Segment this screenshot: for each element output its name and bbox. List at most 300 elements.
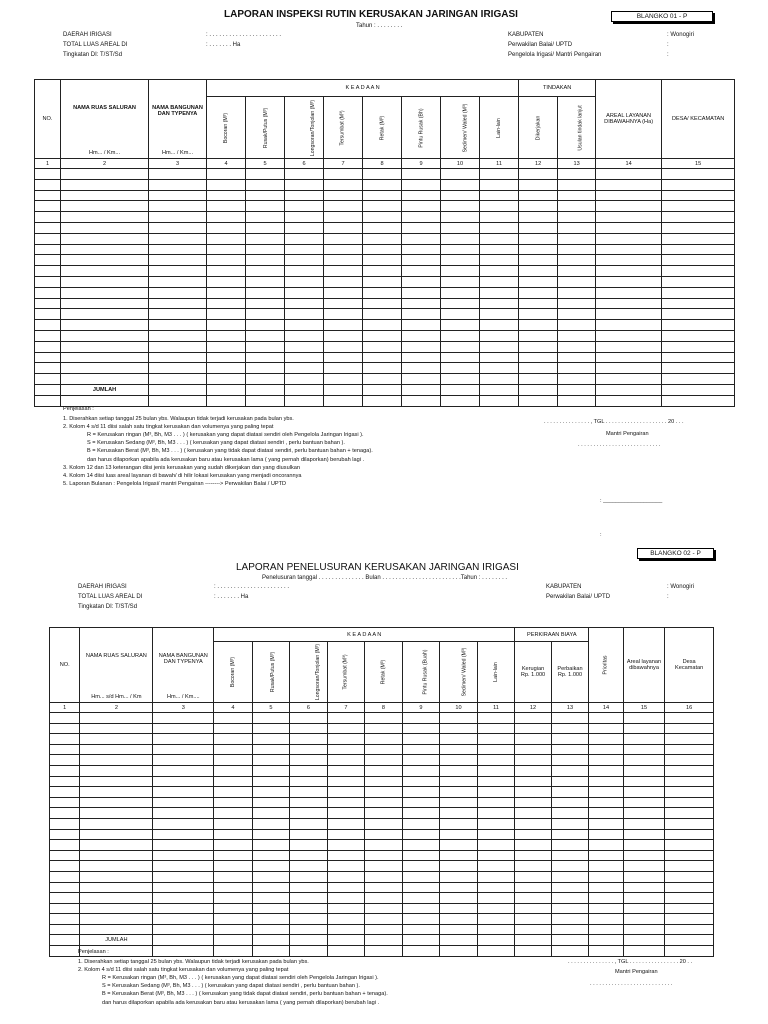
table-cell[interactable] bbox=[665, 914, 714, 925]
table-cell[interactable] bbox=[589, 787, 623, 798]
table-cell[interactable] bbox=[365, 850, 403, 861]
table-cell[interactable] bbox=[402, 276, 441, 287]
table-cell[interactable] bbox=[80, 765, 153, 776]
table-cell[interactable] bbox=[153, 765, 214, 776]
table-cell[interactable] bbox=[324, 363, 363, 374]
table-cell[interactable] bbox=[324, 244, 363, 255]
table-cell[interactable] bbox=[589, 797, 623, 808]
table-cell[interactable] bbox=[327, 734, 365, 745]
table-cell[interactable] bbox=[596, 384, 662, 395]
table-cell[interactable] bbox=[35, 201, 61, 212]
table-cell[interactable] bbox=[285, 363, 324, 374]
table-cell[interactable] bbox=[515, 723, 551, 734]
table-cell[interactable] bbox=[50, 797, 80, 808]
table-cell[interactable] bbox=[214, 713, 253, 724]
table-cell[interactable] bbox=[207, 298, 246, 309]
table-cell[interactable] bbox=[35, 384, 61, 395]
table-cell[interactable] bbox=[252, 808, 290, 819]
table-cell[interactable] bbox=[285, 352, 324, 363]
table-cell[interactable] bbox=[365, 734, 403, 745]
table-cell[interactable] bbox=[477, 713, 515, 724]
table-cell[interactable] bbox=[440, 734, 478, 745]
table-cell[interactable] bbox=[324, 233, 363, 244]
table-cell[interactable] bbox=[246, 233, 285, 244]
table-cell[interactable] bbox=[402, 808, 440, 819]
table-cell[interactable] bbox=[50, 893, 80, 904]
table-cell[interactable] bbox=[363, 201, 402, 212]
table-cell[interactable] bbox=[327, 797, 365, 808]
table-cell[interactable] bbox=[61, 363, 149, 374]
table-cell[interactable] bbox=[285, 341, 324, 352]
table-cell[interactable] bbox=[80, 882, 153, 893]
table-cell[interactable] bbox=[327, 765, 365, 776]
table-cell[interactable] bbox=[477, 734, 515, 745]
table-cell[interactable] bbox=[327, 713, 365, 724]
table-cell[interactable] bbox=[365, 787, 403, 798]
table-cell[interactable] bbox=[153, 924, 214, 935]
table-cell[interactable] bbox=[589, 776, 623, 787]
table-cell[interactable] bbox=[149, 384, 207, 395]
table-cell[interactable] bbox=[558, 363, 596, 374]
table-cell[interactable] bbox=[252, 818, 290, 829]
table-cell[interactable] bbox=[252, 776, 290, 787]
table-cell[interactable] bbox=[519, 309, 558, 320]
table-cell[interactable] bbox=[80, 787, 153, 798]
table-cell[interactable] bbox=[515, 882, 551, 893]
table-cell[interactable] bbox=[662, 201, 735, 212]
table-cell[interactable] bbox=[246, 320, 285, 331]
table-cell[interactable] bbox=[480, 179, 519, 190]
table-cell[interactable] bbox=[402, 384, 441, 395]
table-cell[interactable] bbox=[440, 755, 478, 766]
table-cell[interactable] bbox=[252, 797, 290, 808]
table-cell[interactable] bbox=[519, 244, 558, 255]
table-cell[interactable] bbox=[327, 882, 365, 893]
table-cell[interactable] bbox=[246, 384, 285, 395]
table-cell[interactable] bbox=[596, 276, 662, 287]
table-cell[interactable] bbox=[290, 808, 328, 819]
table-cell[interactable] bbox=[149, 287, 207, 298]
table-cell[interactable] bbox=[402, 935, 440, 946]
table-cell[interactable] bbox=[589, 882, 623, 893]
table-cell[interactable] bbox=[327, 871, 365, 882]
table-cell[interactable] bbox=[214, 797, 253, 808]
table-cell[interactable] bbox=[665, 840, 714, 851]
table-cell[interactable] bbox=[246, 266, 285, 277]
table-cell[interactable] bbox=[252, 935, 290, 946]
table-cell[interactable] bbox=[365, 818, 403, 829]
table-cell[interactable] bbox=[402, 374, 441, 385]
table-cell[interactable] bbox=[214, 924, 253, 935]
table-cell[interactable] bbox=[214, 882, 253, 893]
table-cell[interactable] bbox=[440, 903, 478, 914]
table-cell[interactable] bbox=[589, 808, 623, 819]
table-cell[interactable] bbox=[596, 222, 662, 233]
table-cell[interactable] bbox=[662, 363, 735, 374]
table-cell[interactable] bbox=[50, 914, 80, 925]
table-cell[interactable] bbox=[153, 755, 214, 766]
table-cell[interactable] bbox=[365, 882, 403, 893]
table-cell[interactable] bbox=[477, 914, 515, 925]
table-cell[interactable] bbox=[477, 903, 515, 914]
table-cell[interactable] bbox=[363, 320, 402, 331]
table-cell[interactable] bbox=[402, 734, 440, 745]
table-cell[interactable] bbox=[589, 723, 623, 734]
table-cell[interactable] bbox=[285, 212, 324, 223]
table-cell[interactable] bbox=[665, 871, 714, 882]
table-cell[interactable] bbox=[252, 755, 290, 766]
table-cell[interactable] bbox=[519, 352, 558, 363]
table-cell[interactable] bbox=[440, 893, 478, 904]
table-cell[interactable] bbox=[363, 363, 402, 374]
table-cell[interactable] bbox=[480, 320, 519, 331]
table-cell[interactable] bbox=[207, 190, 246, 201]
table-cell[interactable] bbox=[35, 298, 61, 309]
table-cell[interactable] bbox=[551, 713, 589, 724]
table-cell[interactable] bbox=[363, 330, 402, 341]
table-cell[interactable] bbox=[252, 734, 290, 745]
table-cell[interactable] bbox=[596, 244, 662, 255]
table-cell[interactable] bbox=[596, 330, 662, 341]
table-cell[interactable] bbox=[551, 914, 589, 925]
table-cell[interactable] bbox=[440, 861, 478, 872]
table-cell[interactable] bbox=[365, 935, 403, 946]
table-cell[interactable] bbox=[665, 713, 714, 724]
table-cell[interactable] bbox=[440, 914, 478, 925]
table-cell[interactable] bbox=[50, 850, 80, 861]
table-cell[interactable] bbox=[440, 850, 478, 861]
table-cell[interactable] bbox=[207, 309, 246, 320]
table-cell[interactable] bbox=[363, 222, 402, 233]
table-cell[interactable] bbox=[596, 169, 662, 180]
table-cell[interactable] bbox=[153, 808, 214, 819]
table-cell[interactable] bbox=[365, 723, 403, 734]
table-cell[interactable] bbox=[589, 903, 623, 914]
table-cell[interactable] bbox=[665, 818, 714, 829]
table-cell[interactable] bbox=[665, 755, 714, 766]
table-cell[interactable] bbox=[324, 190, 363, 201]
table-cell[interactable] bbox=[80, 914, 153, 925]
table-cell[interactable] bbox=[252, 924, 290, 935]
table-cell[interactable] bbox=[662, 298, 735, 309]
table-cell[interactable] bbox=[662, 352, 735, 363]
table-cell[interactable] bbox=[50, 882, 80, 893]
table-cell[interactable] bbox=[402, 713, 440, 724]
table-cell[interactable] bbox=[365, 903, 403, 914]
table-cell[interactable] bbox=[480, 341, 519, 352]
table-cell[interactable] bbox=[35, 266, 61, 277]
table-cell[interactable] bbox=[665, 893, 714, 904]
table-cell[interactable] bbox=[80, 808, 153, 819]
table-cell[interactable] bbox=[252, 861, 290, 872]
table-cell[interactable] bbox=[50, 924, 80, 935]
table-cell[interactable] bbox=[214, 893, 253, 904]
table-cell[interactable] bbox=[589, 924, 623, 935]
table-cell[interactable] bbox=[35, 179, 61, 190]
table-cell[interactable] bbox=[290, 776, 328, 787]
table-cell[interactable] bbox=[665, 882, 714, 893]
table-cell[interactable] bbox=[365, 914, 403, 925]
table-cell[interactable] bbox=[515, 871, 551, 882]
table-cell[interactable] bbox=[252, 914, 290, 925]
table-cell[interactable] bbox=[324, 330, 363, 341]
table-cell[interactable] bbox=[327, 850, 365, 861]
table-cell[interactable] bbox=[363, 276, 402, 287]
table-cell[interactable] bbox=[246, 363, 285, 374]
table-cell[interactable] bbox=[551, 734, 589, 745]
table-cell[interactable] bbox=[61, 255, 149, 266]
table-cell[interactable] bbox=[402, 222, 441, 233]
table-cell[interactable] bbox=[149, 266, 207, 277]
table-cell[interactable] bbox=[214, 914, 253, 925]
table-cell[interactable] bbox=[290, 914, 328, 925]
table-cell[interactable] bbox=[441, 395, 480, 406]
table-cell[interactable] bbox=[35, 244, 61, 255]
table-cell[interactable] bbox=[207, 212, 246, 223]
table-cell[interactable] bbox=[50, 871, 80, 882]
table-cell[interactable] bbox=[363, 212, 402, 223]
table-cell[interactable] bbox=[662, 309, 735, 320]
table-cell[interactable] bbox=[480, 222, 519, 233]
table-cell[interactable] bbox=[327, 893, 365, 904]
table-cell[interactable] bbox=[207, 384, 246, 395]
table-cell[interactable] bbox=[252, 723, 290, 734]
table-cell[interactable] bbox=[596, 309, 662, 320]
table-cell[interactable] bbox=[480, 233, 519, 244]
table-cell[interactable] bbox=[50, 734, 80, 745]
table-cell[interactable] bbox=[441, 201, 480, 212]
table-cell[interactable] bbox=[558, 374, 596, 385]
table-cell[interactable] bbox=[623, 829, 665, 840]
table-cell[interactable] bbox=[290, 787, 328, 798]
table-cell[interactable] bbox=[35, 212, 61, 223]
table-cell[interactable] bbox=[61, 212, 149, 223]
table-cell[interactable] bbox=[558, 276, 596, 287]
table-cell[interactable] bbox=[551, 861, 589, 872]
table-cell[interactable] bbox=[327, 723, 365, 734]
table-cell[interactable] bbox=[665, 946, 714, 957]
table-cell[interactable] bbox=[402, 829, 440, 840]
table-cell[interactable] bbox=[558, 201, 596, 212]
table-cell[interactable] bbox=[551, 829, 589, 840]
table-cell[interactable] bbox=[214, 850, 253, 861]
table-cell[interactable] bbox=[61, 169, 149, 180]
table-cell[interactable] bbox=[207, 201, 246, 212]
table-cell[interactable] bbox=[207, 374, 246, 385]
table-cell[interactable] bbox=[207, 320, 246, 331]
table-cell[interactable] bbox=[665, 808, 714, 819]
table-cell[interactable] bbox=[623, 765, 665, 776]
table-cell[interactable] bbox=[290, 829, 328, 840]
table-cell[interactable] bbox=[662, 179, 735, 190]
table-cell[interactable] bbox=[589, 829, 623, 840]
table-cell[interactable] bbox=[558, 233, 596, 244]
table-cell[interactable] bbox=[252, 882, 290, 893]
table-cell[interactable] bbox=[246, 352, 285, 363]
table-cell[interactable] bbox=[662, 320, 735, 331]
table-cell[interactable] bbox=[440, 787, 478, 798]
table-cell[interactable] bbox=[441, 266, 480, 277]
table-cell[interactable] bbox=[285, 330, 324, 341]
table-cell[interactable] bbox=[402, 352, 441, 363]
table-cell[interactable] bbox=[246, 255, 285, 266]
table-cell[interactable] bbox=[324, 179, 363, 190]
table-cell[interactable] bbox=[285, 320, 324, 331]
table-cell[interactable] bbox=[149, 363, 207, 374]
table-cell[interactable] bbox=[290, 840, 328, 851]
table-cell[interactable] bbox=[402, 946, 440, 957]
table-cell[interactable] bbox=[477, 861, 515, 872]
table-cell[interactable] bbox=[363, 179, 402, 190]
table-cell[interactable] bbox=[50, 713, 80, 724]
table-cell[interactable] bbox=[623, 850, 665, 861]
table-cell[interactable] bbox=[149, 352, 207, 363]
table-cell[interactable] bbox=[477, 787, 515, 798]
table-cell[interactable] bbox=[441, 341, 480, 352]
table-cell[interactable] bbox=[440, 744, 478, 755]
table-cell[interactable] bbox=[519, 201, 558, 212]
table-cell[interactable] bbox=[551, 787, 589, 798]
table-cell[interactable] bbox=[363, 233, 402, 244]
table-cell[interactable] bbox=[596, 190, 662, 201]
table-cell[interactable] bbox=[558, 190, 596, 201]
table-cell[interactable] bbox=[402, 871, 440, 882]
table-cell[interactable] bbox=[35, 395, 61, 406]
table-cell[interactable] bbox=[324, 384, 363, 395]
table-cell[interactable] bbox=[285, 287, 324, 298]
table-cell[interactable] bbox=[149, 179, 207, 190]
table-cell[interactable] bbox=[519, 179, 558, 190]
table-cell[interactable] bbox=[480, 212, 519, 223]
table-cell[interactable] bbox=[558, 352, 596, 363]
table-cell[interactable] bbox=[149, 341, 207, 352]
table-cell[interactable] bbox=[214, 871, 253, 882]
table-cell[interactable] bbox=[324, 309, 363, 320]
table-cell[interactable] bbox=[61, 330, 149, 341]
table-cell[interactable] bbox=[480, 363, 519, 374]
table-cell[interactable] bbox=[477, 840, 515, 851]
table-cell[interactable] bbox=[477, 882, 515, 893]
table-cell[interactable] bbox=[365, 840, 403, 851]
table-cell[interactable] bbox=[35, 233, 61, 244]
table-cell[interactable] bbox=[290, 903, 328, 914]
table-cell[interactable] bbox=[402, 924, 440, 935]
table-cell[interactable] bbox=[246, 287, 285, 298]
table-cell[interactable] bbox=[558, 266, 596, 277]
table-cell[interactable] bbox=[149, 233, 207, 244]
table-cell[interactable] bbox=[596, 298, 662, 309]
table-cell[interactable] bbox=[551, 765, 589, 776]
table-cell[interactable] bbox=[149, 255, 207, 266]
table-cell[interactable] bbox=[61, 190, 149, 201]
table-cell[interactable] bbox=[80, 797, 153, 808]
table-cell[interactable] bbox=[519, 169, 558, 180]
table-cell[interactable] bbox=[252, 903, 290, 914]
table-cell[interactable] bbox=[327, 776, 365, 787]
table-cell[interactable] bbox=[153, 787, 214, 798]
table-cell[interactable] bbox=[50, 808, 80, 819]
table-cell[interactable] bbox=[515, 787, 551, 798]
table-cell[interactable] bbox=[285, 190, 324, 201]
table-cell[interactable] bbox=[440, 765, 478, 776]
table-cell[interactable] bbox=[402, 850, 440, 861]
table-cell[interactable] bbox=[623, 903, 665, 914]
table-cell[interactable] bbox=[623, 713, 665, 724]
table-cell[interactable] bbox=[558, 298, 596, 309]
table-cell[interactable] bbox=[596, 266, 662, 277]
table-cell[interactable] bbox=[551, 776, 589, 787]
table-cell[interactable] bbox=[623, 808, 665, 819]
table-cell[interactable] bbox=[363, 298, 402, 309]
table-cell[interactable] bbox=[285, 201, 324, 212]
table-cell[interactable] bbox=[207, 287, 246, 298]
table-cell[interactable] bbox=[324, 212, 363, 223]
table-cell[interactable] bbox=[477, 744, 515, 755]
table-cell[interactable] bbox=[480, 190, 519, 201]
table-cell[interactable] bbox=[589, 840, 623, 851]
table-cell[interactable] bbox=[558, 384, 596, 395]
table-cell[interactable] bbox=[477, 850, 515, 861]
table-cell[interactable] bbox=[214, 808, 253, 819]
table-cell[interactable] bbox=[290, 850, 328, 861]
table-cell[interactable] bbox=[153, 818, 214, 829]
table-cell[interactable] bbox=[441, 374, 480, 385]
table-cell[interactable] bbox=[662, 244, 735, 255]
table-cell[interactable] bbox=[214, 755, 253, 766]
table-cell[interactable] bbox=[441, 309, 480, 320]
table-cell[interactable] bbox=[327, 903, 365, 914]
table-cell[interactable] bbox=[365, 924, 403, 935]
table-cell[interactable] bbox=[214, 935, 253, 946]
table-cell[interactable] bbox=[285, 276, 324, 287]
table-cell[interactable] bbox=[480, 374, 519, 385]
table-cell[interactable] bbox=[290, 924, 328, 935]
table-cell[interactable] bbox=[519, 330, 558, 341]
table-cell[interactable] bbox=[662, 287, 735, 298]
table-cell[interactable] bbox=[623, 755, 665, 766]
table-cell[interactable] bbox=[519, 341, 558, 352]
table-cell[interactable] bbox=[477, 893, 515, 904]
table-cell[interactable] bbox=[80, 734, 153, 745]
table-cell[interactable] bbox=[214, 829, 253, 840]
table-cell[interactable] bbox=[153, 914, 214, 925]
table-cell[interactable] bbox=[252, 787, 290, 798]
table-cell[interactable] bbox=[324, 169, 363, 180]
table-cell[interactable] bbox=[480, 201, 519, 212]
table-cell[interactable] bbox=[623, 734, 665, 745]
table-cell[interactable] bbox=[149, 309, 207, 320]
table-cell[interactable] bbox=[80, 744, 153, 755]
table-cell[interactable] bbox=[365, 829, 403, 840]
table-cell[interactable] bbox=[402, 298, 441, 309]
table-cell[interactable] bbox=[365, 776, 403, 787]
table-cell[interactable] bbox=[402, 840, 440, 851]
table-cell[interactable] bbox=[153, 893, 214, 904]
table-cell[interactable] bbox=[662, 395, 735, 406]
table-cell[interactable] bbox=[246, 222, 285, 233]
table-cell[interactable] bbox=[402, 744, 440, 755]
table-cell[interactable] bbox=[558, 330, 596, 341]
table-cell[interactable] bbox=[480, 266, 519, 277]
table-cell[interactable] bbox=[623, 882, 665, 893]
table-cell[interactable] bbox=[623, 818, 665, 829]
table-cell[interactable] bbox=[214, 903, 253, 914]
table-cell[interactable] bbox=[246, 374, 285, 385]
table-cell[interactable] bbox=[290, 734, 328, 745]
table-cell[interactable] bbox=[149, 244, 207, 255]
table-cell[interactable] bbox=[665, 797, 714, 808]
table-cell[interactable] bbox=[441, 276, 480, 287]
